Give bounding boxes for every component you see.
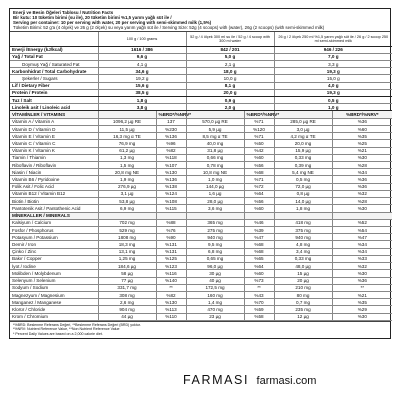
- nutrient-value: 275 mg: [186, 226, 244, 233]
- nutrient-label: Vitamin C / Vitamin C: [10, 140, 98, 147]
- percent-nrv: %29: [332, 306, 392, 313]
- table-row: [10, 169, 392, 176]
- percent-nrv: %64: [244, 190, 274, 197]
- nutrient-value: 20 µg: [274, 277, 332, 284]
- percent-nrv: %43: [244, 291, 274, 298]
- nutrient-value: 0,78 mg: [186, 162, 244, 169]
- nutrient-value: 2,6 mg: [98, 299, 156, 306]
- percent-nrv: 137: [156, 118, 186, 125]
- nutrient-value: 20,0 mg: [274, 140, 332, 147]
- nutrient-value: [98, 111, 156, 118]
- nutrient-label: Riboflavin / Riboflavin: [10, 162, 98, 169]
- nutrient-value: 5,0 g: [186, 53, 274, 60]
- percent-nrv: %136: [156, 133, 186, 140]
- percent-nrv: %118: [156, 154, 186, 161]
- nutrient-value: 5,4 mg NE: [274, 169, 332, 176]
- percent-nrv: %68: [244, 241, 274, 248]
- table-row: [10, 125, 392, 132]
- percent-nrv: %131: [156, 248, 186, 255]
- nutrient-value: 0,39 mg: [274, 162, 332, 169]
- nutrient-value: 40 µg: [186, 277, 244, 284]
- nutrient-value: 4,8 mg: [274, 241, 332, 248]
- percent-nrv: %54: [332, 226, 392, 233]
- nutrient-label: Sodyum / Sodium: [10, 284, 98, 291]
- nutrient-value: 20,0 g: [186, 89, 274, 96]
- header-line: Bir kutu: 10 tüketim birimi (su ile), 20 tüketim birimi %1,5 yarım yağlı süt ile /: [13, 15, 172, 20]
- nutrition-header: [10, 9, 390, 32]
- nutrient-value: 31,8 µg: [186, 147, 244, 154]
- nutrient-value: 0,5 g: [274, 97, 392, 104]
- percent-nrv: %71: [244, 118, 274, 125]
- nutrient-value: 1,9 mg: [98, 176, 156, 183]
- percent-nrv: %130: [156, 169, 186, 176]
- nutrient-value: 1616 / 386: [98, 46, 186, 53]
- percent-nrv: %50: [244, 140, 274, 147]
- nutrient-value: 3,8 g: [98, 104, 186, 111]
- percent-nrv: %73: [244, 277, 274, 284]
- nutrient-label: Klorür / Chloride: [10, 306, 98, 313]
- nutrient-value: 184,6 µg: [98, 263, 156, 270]
- nutrient-value: 53,8 µg: [98, 198, 156, 205]
- nutrient-value: 76,9 mg: [98, 140, 156, 147]
- nutrient-value: 4,1 g: [98, 60, 186, 67]
- table-row: [10, 82, 392, 89]
- nutrient-value: [274, 212, 332, 219]
- nutrient-label: Selenyum / Selenium: [10, 277, 98, 284]
- table-row: [10, 60, 392, 67]
- percent-nrv: %82: [156, 147, 186, 154]
- nutrient-value: 96,0 µg: [186, 263, 244, 270]
- nutrient-label: VİTAMİNLER / VITAMINS: [10, 111, 98, 118]
- percent-nrv: %115: [156, 205, 186, 212]
- nutrient-label: Vitamin B12 / Vitamin B12: [10, 190, 98, 197]
- nutrient-label: Kalsiyum / Calcium: [10, 219, 98, 226]
- nutrient-value: 308 mg: [98, 291, 156, 298]
- nutrient-label: MİNERALLER / MINERALS: [10, 212, 98, 219]
- nutrient-value: 0,33 mg: [274, 255, 332, 262]
- header-line: Serving per container: 10 per serving with water, 20 per serving with semi-skimmed milk (1,5%): [13, 20, 212, 25]
- nutrient-value: 18,0 g: [186, 68, 274, 75]
- column-header-row: [10, 32, 392, 46]
- nutrient-value: 3,0 µg: [274, 125, 332, 132]
- nutrient-value: 23 µg: [186, 313, 244, 320]
- nutrient-value: 842 / 201: [186, 46, 274, 53]
- nutrient-value: 80 mg: [274, 291, 332, 298]
- table-row: [10, 183, 392, 190]
- nutrient-value: 570,0 µg RE: [186, 118, 244, 125]
- percent-nrv: %116: [156, 270, 186, 277]
- nutrient-label: Fosfor / Phosphorus: [10, 226, 98, 233]
- percent-nrv: %60: [244, 154, 274, 161]
- nutrient-value: 18,3 mg: [98, 241, 156, 248]
- percent-nrv: %125: [156, 255, 186, 262]
- percent-nrv: %90: [156, 234, 186, 241]
- percent-nrv: **: [156, 284, 186, 291]
- nutrient-value: [274, 111, 332, 118]
- table-row: [10, 306, 392, 313]
- nutrient-value: 15,0 g: [274, 75, 392, 82]
- nutrient-label: Demir / Iron: [10, 241, 98, 248]
- nutrient-label: Şekerler / Sugars: [10, 75, 98, 82]
- nutrient-value: 3,4 mg: [274, 248, 332, 255]
- table-row: [10, 263, 392, 270]
- nutrient-value: 1,0 mg: [186, 176, 244, 183]
- percent-nrv: %30: [332, 270, 392, 277]
- header-line: Tüketim Birimi: 52 g'a (4 ölçek) ve 26 g (2 ölçek) su veya yarım yağlı süt ile / Serving Size: 52g (4 scoops) with (water), 26g (2 scoops) (with semi-skimmed milk): [13, 25, 325, 30]
- nutrient-value: 1,4 mg: [186, 299, 244, 306]
- nutrient-value: 331,7 mg: [98, 284, 156, 291]
- nutrient-value: 144,0 µg: [186, 183, 244, 190]
- percent-nrv: %76: [156, 226, 186, 233]
- nutrient-value: 3,6 mg: [186, 205, 244, 212]
- nutrient-value: 11,5 µg: [98, 125, 156, 132]
- table-row: [10, 97, 392, 104]
- brand-url: farmasi.com: [256, 375, 317, 387]
- nutrient-label: Biotin / Biotin: [10, 198, 98, 205]
- nutrient-value: 172,5 mg: [186, 284, 244, 291]
- table-row: [10, 205, 392, 212]
- percent-nrv: %BRD*/%NRV*: [332, 111, 392, 118]
- nutrient-value: 1096,2 µg RE: [98, 118, 156, 125]
- nutrition-table: [10, 32, 392, 321]
- percent-nrv: %25: [332, 140, 392, 147]
- percent-nrv: %96: [156, 140, 186, 147]
- column-header: 100 g / 100 grams: [98, 32, 186, 46]
- table-row: [10, 140, 392, 147]
- footnote: * Percent Daily Values are based on a 2,000 calorie diet.: [13, 332, 103, 336]
- nutrient-value: 6,8 mg: [186, 248, 244, 255]
- percent-nrv: %42: [244, 147, 274, 154]
- table-row: [10, 248, 392, 255]
- table-row: [10, 75, 392, 82]
- nutrient-value: 702 mg: [98, 219, 156, 226]
- nutrient-value: 15 µg: [274, 270, 332, 277]
- nutrient-value: 44 µg: [98, 313, 156, 320]
- table-row: [10, 234, 392, 241]
- nutrient-value: 1,8 g: [98, 97, 186, 104]
- nutrient-value: 72,0 µg: [274, 183, 332, 190]
- nutrient-value: 365 mg: [186, 219, 244, 226]
- percent-nrv: %59: [244, 306, 274, 313]
- percent-nrv: %56: [244, 162, 274, 169]
- percent-nrv: %36: [332, 277, 392, 284]
- nutrient-value: 3,3 g: [274, 60, 392, 67]
- nutrient-value: 40,0 mg: [186, 140, 244, 147]
- nutrient-value: 0,9 g: [186, 97, 274, 104]
- percent-nrv: %107: [156, 162, 186, 169]
- nutrient-label: Magnezyum / Magnesium: [10, 291, 98, 298]
- nutrient-value: 0,8 µg: [274, 190, 332, 197]
- table-row: [10, 241, 392, 248]
- nutrient-value: 940 mg: [186, 234, 244, 241]
- percent-nrv: %34: [332, 241, 392, 248]
- table-row: [10, 118, 392, 125]
- percent-nrv: [332, 212, 392, 219]
- brand-logo: FARMASI: [183, 373, 250, 387]
- nutrient-label: Yağ / Total Fat: [10, 53, 98, 60]
- nutrient-label: Vitamin E / Vitamin E: [10, 133, 98, 140]
- table-row: [10, 219, 392, 226]
- nutrient-value: 19,3 g: [274, 68, 392, 75]
- percent-nrv: %47: [244, 234, 274, 241]
- nutrient-value: [186, 212, 244, 219]
- nutrient-value: 3,1 µg: [98, 190, 156, 197]
- nutrient-value: 61,2 µg: [98, 147, 156, 154]
- nutrient-value: 0,66 mg: [186, 154, 244, 161]
- nutrient-label: İyot / Iodine: [10, 263, 98, 270]
- nutrient-value: [98, 212, 156, 219]
- section-header-row: [10, 212, 392, 219]
- percent-nrv: %64: [244, 263, 274, 270]
- nutrient-value: 160 mg: [186, 291, 244, 298]
- percent-nrv: %130: [156, 299, 186, 306]
- percent-nrv: %108: [156, 198, 186, 205]
- nutrient-value: 1,8 mg: [274, 205, 332, 212]
- nutrient-label: Vitamin B6 / Pyridoxine: [10, 176, 98, 183]
- nutrient-value: 19,3 g: [274, 89, 392, 96]
- percent-nrv: %21: [332, 147, 392, 154]
- percent-nrv: %52: [332, 219, 392, 226]
- percent-nrv: %82: [156, 291, 186, 298]
- percent-nrv: %131: [156, 241, 186, 248]
- nutrient-value: 34,6 g: [98, 68, 186, 75]
- nutrient-value: 1808 mg: [98, 234, 156, 241]
- nutrient-label: Folik Asit / Folic Acid: [10, 183, 98, 190]
- percent-nrv: %36: [332, 183, 392, 190]
- nutrient-value: 13,1 mg: [98, 248, 156, 255]
- nutrient-value: 1,6 µg: [186, 190, 244, 197]
- percent-nrv: %32: [332, 263, 392, 270]
- table-row: [10, 291, 392, 298]
- nutrient-label: Vitamin A / Vitamin A: [10, 118, 98, 125]
- table-row: [10, 154, 392, 161]
- percent-nrv: %39: [244, 226, 274, 233]
- nutrient-value: 418 mg: [274, 219, 332, 226]
- nutrient-value: 1,3 mg: [98, 154, 156, 161]
- nutrient-value: 946 / 226: [274, 46, 392, 53]
- nutrient-value: 375 mg: [274, 226, 332, 233]
- nutrient-value: 904 mg: [98, 306, 156, 313]
- nutrient-value: 1,0 g: [274, 104, 392, 111]
- nutrient-value: 15,6 g: [98, 82, 186, 89]
- percent-nrv: %60: [244, 270, 274, 277]
- percent-nrv: %56: [244, 198, 274, 205]
- percent-nrv: %36: [332, 118, 392, 125]
- percent-nrv: %60: [244, 205, 274, 212]
- table-row: [10, 176, 392, 183]
- percent-nrv: %88: [156, 219, 186, 226]
- brand-footer: [183, 371, 316, 389]
- nutrient-value: 0,33 mg: [274, 154, 332, 161]
- header-line: Enerji ve Besin Öğeleri Tablosu / Nutrition Facts: [13, 10, 114, 15]
- column-header: [10, 32, 98, 46]
- nutrient-value: 16,3 mg α TE: [98, 133, 156, 140]
- table-row: [10, 226, 392, 233]
- table-row: [10, 299, 392, 306]
- table-row: [10, 284, 392, 291]
- table-row: [10, 255, 392, 262]
- nutrient-value: [186, 111, 244, 118]
- percent-nrv: %35: [332, 133, 392, 140]
- nutrient-value: 940 mg: [274, 234, 332, 241]
- percent-nrv: %60: [332, 125, 392, 132]
- nutrient-label: Protein / Protein: [10, 89, 98, 96]
- nutrient-label: Niasin / Niacin: [10, 169, 98, 176]
- percent-nrv: %71: [244, 176, 274, 183]
- table-row: [10, 104, 392, 111]
- percent-nrv: **: [332, 284, 392, 291]
- percent-nrv: %21: [332, 291, 392, 298]
- percent-nrv: %72: [244, 183, 274, 190]
- nutrient-value: 0,7 mg: [274, 299, 332, 306]
- percent-nrv: %110: [156, 313, 186, 320]
- nutrient-label: Enerji /Energy (kJ/kcal): [10, 46, 98, 53]
- table-row: [10, 277, 392, 284]
- percent-nrv: %71: [244, 133, 274, 140]
- nutrient-value: 10,0 g: [186, 75, 274, 82]
- percent-nrv: %34: [332, 169, 392, 176]
- nutrient-value: 77 µg: [98, 277, 156, 284]
- percent-nrv: %113: [156, 306, 186, 313]
- nutrient-value: 28,0 µg: [186, 198, 244, 205]
- percent-nrv: %30: [332, 154, 392, 161]
- nutrient-value: 4,2 mg α TE: [274, 133, 332, 140]
- nutrient-value: 14,0 µg: [274, 198, 332, 205]
- percent-nrv: %32: [332, 190, 392, 197]
- percent-nrv: %140: [156, 277, 186, 284]
- percent-nrv: %35: [332, 299, 392, 306]
- nutrient-label: Pantotenik Asit / Pantothenic Acid: [10, 205, 98, 212]
- nutrient-label: Vitamin D / Vitamin D: [10, 125, 98, 132]
- percent-nrv: [244, 212, 274, 219]
- percent-nrv: %47: [332, 234, 392, 241]
- percent-nrv: %136: [156, 176, 186, 183]
- footnote: *%NRV: Nutrient Reference Value, **Non Nutrient Reference Value: [13, 327, 120, 332]
- nutrient-value: 470 mg: [186, 306, 244, 313]
- nutrient-value: 2,0 g: [186, 104, 274, 111]
- nutrient-label: Krom / Chromium: [10, 313, 98, 320]
- nutrient-label: Doymuş Yağ / Saturated Fat: [10, 60, 98, 67]
- percent-nrv: %33: [332, 255, 392, 262]
- nutrient-value: 9,5 mg: [186, 241, 244, 248]
- nutrient-value: 9,6 g: [98, 53, 186, 60]
- table-row: [10, 147, 392, 154]
- nutrient-label: Linoleik asit / Linoleic acid: [10, 104, 98, 111]
- nutrient-label: Karbonhidrat / Total Carbohydrate: [10, 68, 98, 75]
- nutrient-label: Lif / Dietary Fiber: [10, 82, 98, 89]
- nutrient-value: 48,0 µg: [274, 263, 332, 270]
- table-row: [10, 313, 392, 320]
- nutrient-label: Bakır / Copper: [10, 255, 98, 262]
- percent-nrv: %28: [332, 198, 392, 205]
- nutrient-value: 58 µg: [98, 270, 156, 277]
- nutrient-value: 0,65 mg: [186, 255, 244, 262]
- percent-nrv: %34: [332, 248, 392, 255]
- percent-nrv: %BRD*/%NRV*: [244, 111, 274, 118]
- nutrient-label: Manganez / Manganese: [10, 299, 98, 306]
- nutrient-value: 12 µg: [274, 313, 332, 320]
- percent-nrv: [156, 212, 186, 219]
- nutrient-value: 6,9 mg: [98, 205, 156, 212]
- nutrient-value: 2,1 g: [186, 60, 274, 67]
- percent-nrv: %46: [244, 219, 274, 226]
- nutrient-value: 1,25 mg: [98, 255, 156, 262]
- column-header: 26 g / 2 ölçek 250 ml %1,5 yarım yağlı süt ile / 26 g / 2 scoop 250 ml semi-skimmed milk: [274, 32, 392, 46]
- percent-nrv: %36: [332, 176, 392, 183]
- percent-nrv: %68: [244, 248, 274, 255]
- nutrient-value: 30 µg: [186, 270, 244, 277]
- percent-nrv: %28: [332, 162, 392, 169]
- nutrient-value: 235 mg: [274, 306, 332, 313]
- nutrient-value: 0,5 mg: [274, 176, 332, 183]
- percent-nrv: %120: [244, 125, 274, 132]
- nutrient-value: 10,8 mg NE: [186, 169, 244, 176]
- nutrient-value: 38,5 g: [98, 89, 186, 96]
- percent-nrv: %30: [332, 313, 392, 320]
- nutrient-value: 276,9 µg: [98, 183, 156, 190]
- nutrient-value: 529 mg: [98, 226, 156, 233]
- nutrient-value: 8,5 mg α TE: [186, 133, 244, 140]
- nutrient-value: 7,0 g: [274, 53, 392, 60]
- percent-nrv: **: [244, 284, 274, 291]
- percent-nrv: %230: [156, 125, 186, 132]
- table-row: [10, 46, 392, 53]
- table-row: [10, 133, 392, 140]
- nutrient-value: 210 mg: [274, 284, 332, 291]
- table-row: [10, 89, 392, 96]
- table-row: [10, 198, 392, 205]
- table-row: [10, 162, 392, 169]
- nutrient-value: 15,9 µg: [274, 147, 332, 154]
- table-row: [10, 68, 392, 75]
- nutrient-label: Vitamin K / Vitamin K: [10, 147, 98, 154]
- nutrient-label: Molibden / Molybdenum: [10, 270, 98, 277]
- percent-nrv: %124: [156, 190, 186, 197]
- nutrition-facts-panel: [9, 8, 391, 339]
- nutrient-label: Tuz / Salt: [10, 97, 98, 104]
- percent-nrv: %70: [244, 299, 274, 306]
- percent-nrv: %68: [244, 169, 274, 176]
- footnotes: [10, 321, 390, 338]
- percent-nrv: %30: [332, 205, 392, 212]
- nutrient-value: 20,8 mg NE: [98, 169, 156, 176]
- nutrient-label: Tiamin / Thiamin: [10, 154, 98, 161]
- nutrient-value: 19,2 g: [98, 75, 186, 82]
- percent-nrv: %65: [244, 255, 274, 262]
- footnote: *%BRD: Beslenme Referans Değeri, **Beslenme Referans Değeri (BRD) yoktur.: [13, 322, 141, 327]
- nutrient-value: 5,9 µg: [186, 125, 244, 132]
- nutrient-label: Potasyum / Potassium: [10, 234, 98, 241]
- section-header-row: [10, 111, 392, 118]
- nutrient-value: 1,5 mg: [98, 162, 156, 169]
- nutrient-label: Çinko / Zinc: [10, 248, 98, 255]
- percent-nrv: %58: [244, 313, 274, 320]
- percent-nrv: %BRD*/%NRV*: [156, 111, 186, 118]
- table-row: [10, 190, 392, 197]
- table-row: [10, 270, 392, 277]
- percent-nrv: %138: [156, 183, 186, 190]
- column-header: 52 g / 4 ölçek 300 ml su ile / 52 g / 4 scoop with 300 ml water: [186, 32, 274, 46]
- percent-nrv: %123: [156, 263, 186, 270]
- nutrient-value: 4,0 g: [274, 82, 392, 89]
- nutrient-value: 8,1 g: [186, 82, 274, 89]
- nutrient-value: 285,0 µg RE: [274, 118, 332, 125]
- table-row: [10, 53, 392, 60]
